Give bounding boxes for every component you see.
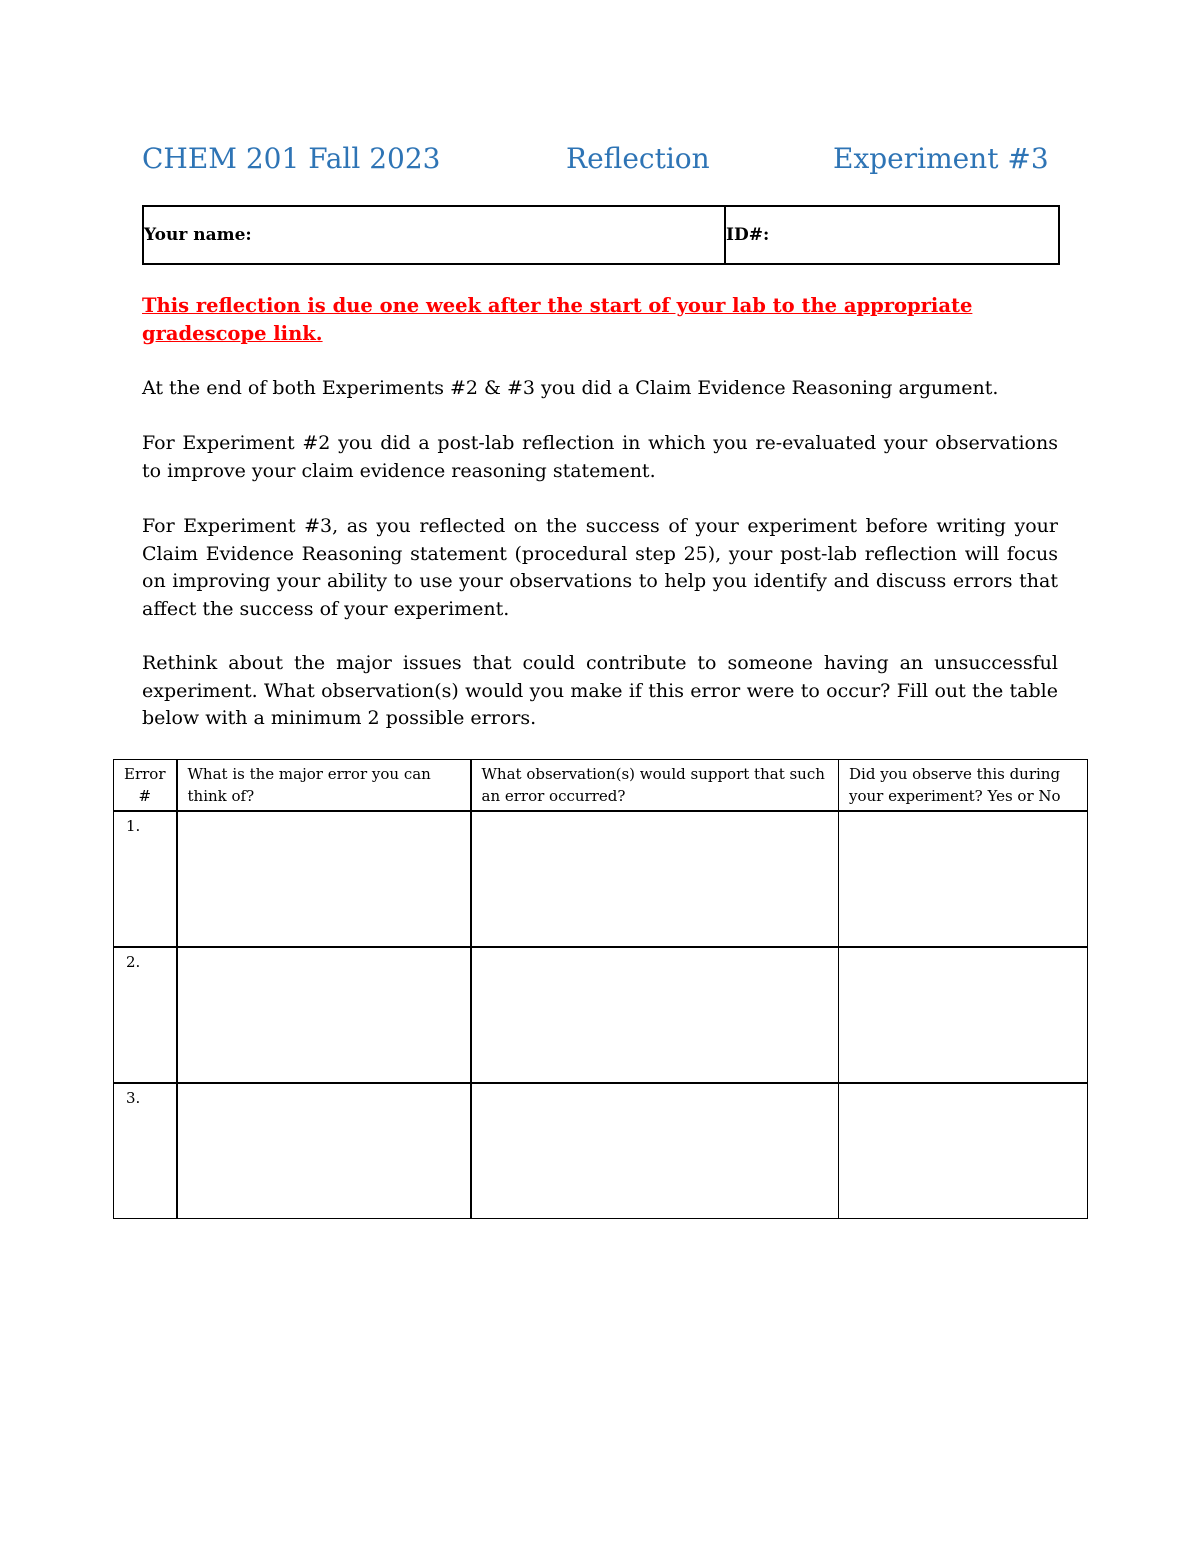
document-header: [142, 142, 1049, 182]
major-error-cell[interactable]: [177, 1083, 471, 1219]
header-observations: What observation(s) would support that such an error occurred?: [471, 760, 839, 812]
row-number: 2.: [114, 947, 177, 1083]
observed-cell[interactable]: [839, 811, 1088, 947]
error-table: [113, 759, 1088, 1219]
table-header-row: [114, 760, 1088, 812]
major-error-cell[interactable]: [177, 811, 471, 947]
header-observed-yes-no: Did you observe this during your experiment? Yes or No: [839, 760, 1088, 812]
observed-cell[interactable]: [839, 1083, 1088, 1219]
observed-cell[interactable]: [839, 947, 1088, 1083]
paragraph-instructions: Rethink about the major issues that could contribute to someone having an unsuccessful experiment. What observation(s) would you make if this error were to occur? Fill out the table below with a minimum 2 possible errors.: [142, 652, 1058, 729]
table-row: [114, 947, 1088, 1083]
id-label: ID#:: [726, 225, 770, 245]
document-title: Reflection: [566, 142, 710, 175]
table-row: [114, 811, 1088, 947]
observation-cell[interactable]: [471, 947, 839, 1083]
row-number: 1.: [114, 811, 177, 947]
name-field[interactable]: [144, 207, 726, 263]
header-major-error: What is the major error you can think of?: [177, 760, 471, 812]
id-field[interactable]: [726, 207, 1058, 263]
due-notice: This reflection is due one week after the start of your lab to the appropriate gradescope link.: [142, 294, 973, 345]
major-error-cell[interactable]: [177, 947, 471, 1083]
experiment-title: Experiment #3: [833, 142, 1049, 175]
observation-cell[interactable]: [471, 1083, 839, 1219]
course-title: CHEM 201 Fall 2023: [142, 142, 441, 175]
paragraph-experiment-2: For Experiment #2 you did a post-lab reflection in which you re-evaluated your observations to improve your claim evidence reasoning statement.: [142, 432, 1058, 482]
table-row: [114, 1083, 1088, 1219]
paragraph-experiment-3: For Experiment #3, as you reflected on the success of your experiment before writing your Claim Evidence Reasoning statement (procedural step 25), your post-lab reflection will focus on improving your ability to use your observations to help you identify and discuss errors that affect the success of your experiment.: [142, 515, 1058, 620]
name-label: Your name:: [144, 225, 252, 245]
row-number: 3.: [114, 1083, 177, 1219]
observation-cell[interactable]: [471, 811, 839, 947]
paragraph-intro: At the end of both Experiments #2 & #3 you did a Claim Evidence Reasoning argument.: [142, 377, 999, 399]
name-id-box: [142, 205, 1060, 265]
header-error-number: Error #: [114, 760, 177, 812]
